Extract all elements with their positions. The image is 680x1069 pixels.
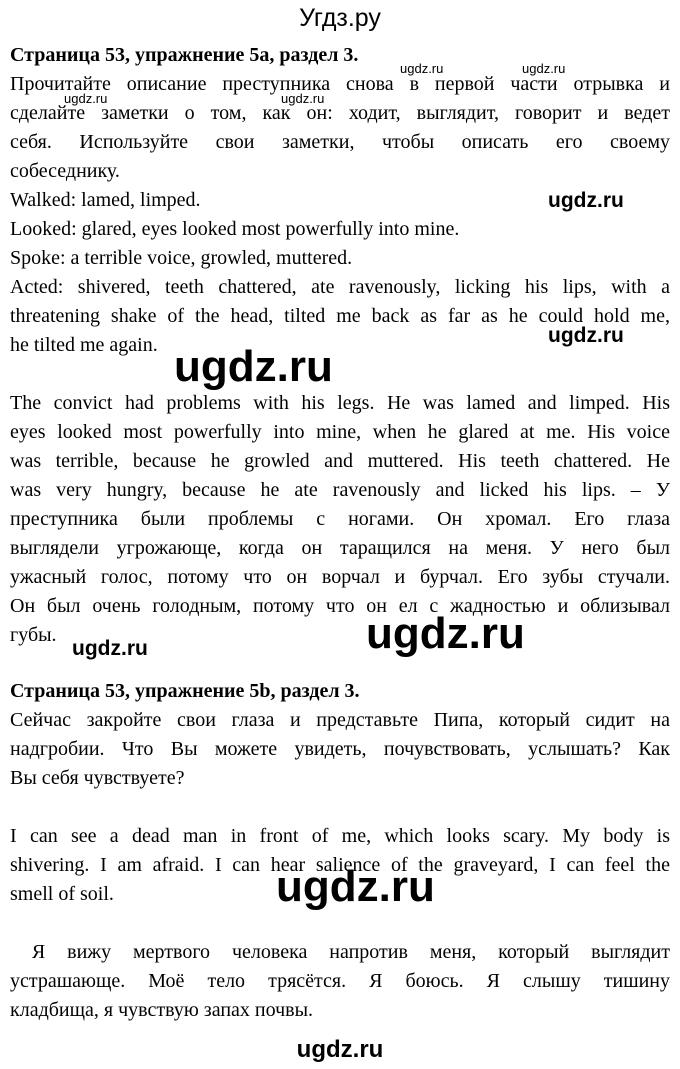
answer-line: Он был очень голодным, потому что он ел с жадностью и облизывал [10, 595, 670, 617]
section-a-task [10, 70, 670, 186]
section-b-task-line: Сейчас закройте свои глаза и представьте Пипа, который сидит на [10, 709, 670, 731]
section-a-task-line: себя. Используйте свои заметки, чтобы описать его своему [10, 131, 670, 153]
watermark-tiny: ugdz.ru [64, 91, 108, 106]
watermark-big: ugdz.ru [276, 862, 435, 911]
answer-line: ужасный голос, потому что он ворчал и бурчал. Его зубы стучали. [10, 566, 670, 588]
section-b-task-line: надгробии. Что Вы можете увидеть, почувствовать, услышать? Как [10, 738, 670, 760]
answer-line: преступника были проблемы с ногами. Он хромал. Его глаза [10, 508, 670, 530]
note-acted-cont: threatening shake of the head, tilted me back as far as he could hold me, [10, 305, 670, 327]
watermark-tiny: ugdz.ru [522, 61, 566, 76]
section-b-task [10, 706, 670, 793]
section-a-heading: Страница 53, упражнение 5a, раздел 3. [10, 44, 359, 66]
note-spoke: Spoke: a terrible voice, growled, muttered. [10, 247, 353, 269]
section-b-answer-ru [10, 938, 670, 1025]
watermark-big: ugdz.ru [174, 342, 333, 391]
note-acted: Acted: shivered, teeth chattered, ate ravenously, licking his lips, with a [10, 276, 670, 298]
site-header-watermark: Угдз.ру [299, 4, 381, 32]
section-a-task-line: сделайте заметки о том, как он: ходит, выглядит, говорит и ведет [10, 102, 670, 124]
answer-ru-line: Я вижу мертвого человека напротив меня, который выглядит [10, 941, 670, 963]
answer-line: was terrible, because he growled and muttered. His teeth chattered. He [10, 450, 670, 472]
answer-line: губы. [10, 624, 57, 646]
section-a-task-line: Прочитайте описание преступника снова в первой части отрывка и [10, 73, 670, 95]
answer-line: eyes looked most powerfully into mine, when he glared at me. His voice [10, 421, 670, 443]
note-walked: Walked: lamed, limped. [10, 189, 201, 211]
site-footer-watermark: ugdz.ru [296, 1036, 384, 1063]
watermark-big: ugdz.ru [366, 609, 525, 658]
note-looked: Looked: glared, eyes looked most powerfully into mine. [10, 218, 460, 240]
answer-line: was very hungry, because he ate ravenously and licked his lips. – У [10, 479, 670, 501]
answer-ru-line: устрашающе. Моё тело трясётся. Я боюсь. Я слышу тишину [10, 970, 670, 992]
answer-line: The convict had problems with his legs. He was lamed and limped. His [10, 392, 670, 414]
answer-en-line: smell of soil. [10, 883, 114, 905]
watermark-small: ugdz.ru [548, 189, 624, 212]
note-acted-cont: he tilted me again. [10, 334, 158, 356]
watermark-tiny: ugdz.ru [281, 91, 325, 106]
answer-en-line: I can see a dead man in front of me, which looks scary. My body is [10, 825, 670, 847]
section-a-task-line: собеседнику. [10, 160, 120, 182]
answer-en-line: shivering. I am afraid. I can hear salience of the graveyard, I can feel the [10, 854, 670, 876]
answer-ru-line: кладбища, я чувствую запах почвы. [10, 999, 314, 1021]
watermark-tiny: ugdz.ru [400, 61, 444, 76]
section-b-heading: Страница 53, упражнение 5b, раздел 3. [10, 680, 360, 702]
watermark-small: ugdz.ru [548, 324, 624, 347]
section-b-task-line: Вы себя чувствуете? [10, 767, 185, 789]
answer-line: выглядели угрожающе, когда он таращился на меня. У него был [10, 537, 670, 559]
section-a-answer [10, 389, 670, 650]
watermark-small: ugdz.ru [72, 637, 148, 660]
